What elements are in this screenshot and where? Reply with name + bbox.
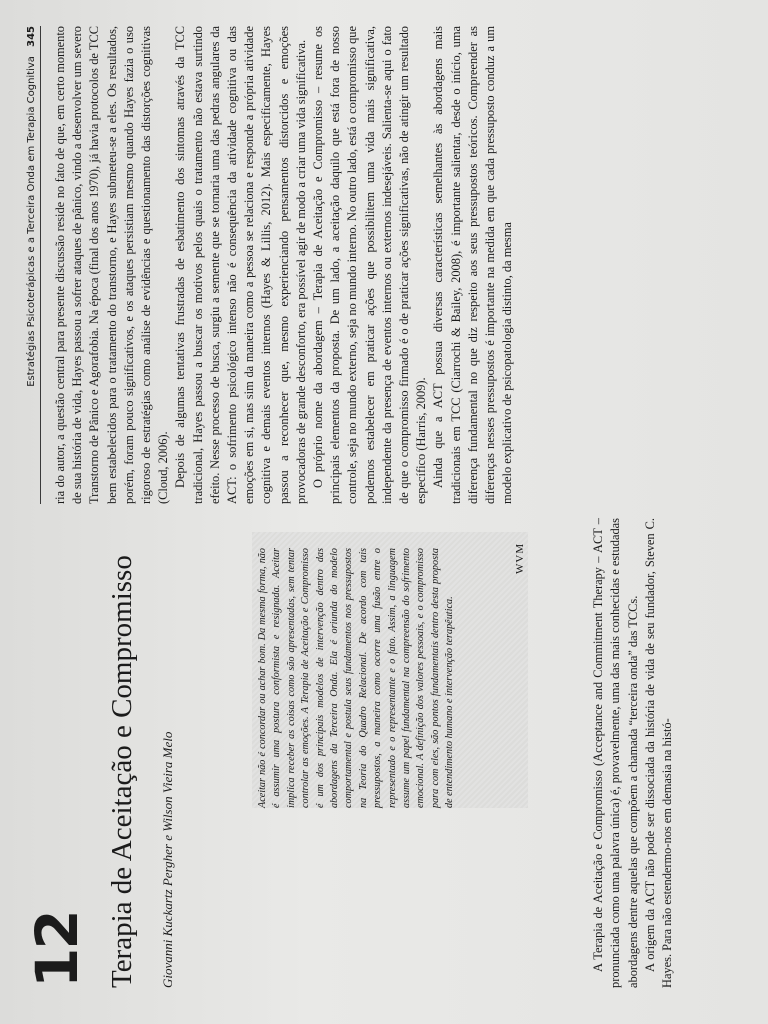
paragraph: A origem da ACT não pode ser dissociada da história de vida de seu fundador, Steven C. Hayes. Para não estendermo-nos em demasia na histó- xyxy=(642,518,675,988)
left-page xyxy=(20,518,760,994)
chapter-number: 12 xyxy=(23,911,91,988)
paragraph: Ainda que a ACT possua diversas características semelhantes às abordagens mais tradicionais em TCC (Ciarrochi & Bailey, 2008), é importante salientar, desde o início, uma diferença fundamental no que diz respeito aos seus pressupostos teóricos. Compreender as diferenças nesses pressupostos é importante na medida em que cada pressuposto conduz a um modelo explicativo de psicopatologia distinto, da mesma xyxy=(431,26,515,504)
paragraph: A Terapia de Aceitação e Compromisso (Acceptance and Commitment Therapy – ACT – pronunciada como uma palavra única) é, provavelmente, uma das mais conhecidas e estudadas abordagens dentre aquelas que compõem a chamada “terceira onda” das TCCs. xyxy=(591,518,640,988)
paragraph: ria do autor, a questão central para presente discussão reside no fato de que, em certo momento de sua história de vida, Hayes passou a sofrer ataques de pânico, vindo a desenvolver um severo Transtorno de Pânico e Agorafobia. Na época (final dos anos 1970), já havia protocolos de TCC bem estabelecidos para o tratamento do transtorno, e Hayes submeteu-se a eles. Os resultados, porém, foram pouco significativos, e os ataques persistiam mesmo quando Hayes fazia o uso rigoroso de estratégias como análise de evidências e questionamento das distorções cognitivas (Cloud, 2006). xyxy=(53,26,171,504)
paragraph: Depois de algumas tentativas frustradas de esbatimento dos sintomas através da TCC tradicional, Hayes passou a buscar os motivos pelos quais o tratamento não estava surtindo efeito. Nesse processo de busca, surgiu a semente que se tornaria uma das pedras angulares da ACT: o sofrimento psicológico intenso não é consequência da atividade cognitiva ou das emoções em si, mas sim da maneira como a pessoa se relaciona e responde a própria atividade cognitiva e demais eventos internos (Hayes & Lillis, 2012). Mais especificamente, Hayes passou a reconhecer que, mesmo experienciando pensamentos distorcidos e emoções provocadoras de grande desconforto, era possível agir de modo a criar uma vida significativa. xyxy=(173,26,308,504)
chapter-title: Terapia de Aceitação e Compromisso xyxy=(106,555,138,988)
right-page xyxy=(20,26,750,504)
left-body-text xyxy=(590,518,676,988)
paragraph: O próprio nome da abordagem – Terapia de Aceitação e Compromisso – resume os principais elementos da proposta. De um lado, a aceitação daquilo que está fora de nosso controle, seja no mundo externo, seja no mundo interno. No outro lado, está o compromisso que podemos estabelecer em praticar ações que possibilitem uma vida mais significativa, independente da presença de eventos internos ou externos indesejáveis. Salienta-se aqui o fato de que o compromisso firmado é o de praticar ações significativas, não de atingir um resultado específico (Harris, 2009). xyxy=(311,26,429,504)
running-head xyxy=(26,26,41,504)
epigraph-signature: WVM xyxy=(514,542,526,574)
page-number: 345 xyxy=(26,26,37,47)
right-body-text xyxy=(52,26,516,504)
epigraph-text: Aceitar não é concordar ou achar bom. Da mesma forma, não é assumir uma postura conformista e resignada. Aceitar implica receber as coisas como são apresentadas, sem tentar controlar as emoções. A Terapia de Aceitação e Compromisso é um dos principais modelos de intervenção dentro das abordagens da Terceira Onda. Ela é oriunda do modelo comportamental e postula seus fundamentos nos pressupostos na Teoria do Quadro Relacional. De acordo com tais pressupostos, a maneira como ocorre uma fusão entre o representado e o representante e o fato. Assim, a linguagem assume um papel fundamental na compreensão do sofrimento emocional. A definição dos valores pessoais, e o compromisso para com eles, são pontos fundamentais dentro desta proposta de entendimento humano e intervenção terapêutica. xyxy=(257,548,456,808)
running-head-title: Estratégias Psicoterápicas e a Terceira Onda em Terapia Cognitiva xyxy=(26,56,37,387)
chapter-authors: Giovanni Kuckartz Pergher e Wilson Vieira Melo xyxy=(160,731,175,988)
